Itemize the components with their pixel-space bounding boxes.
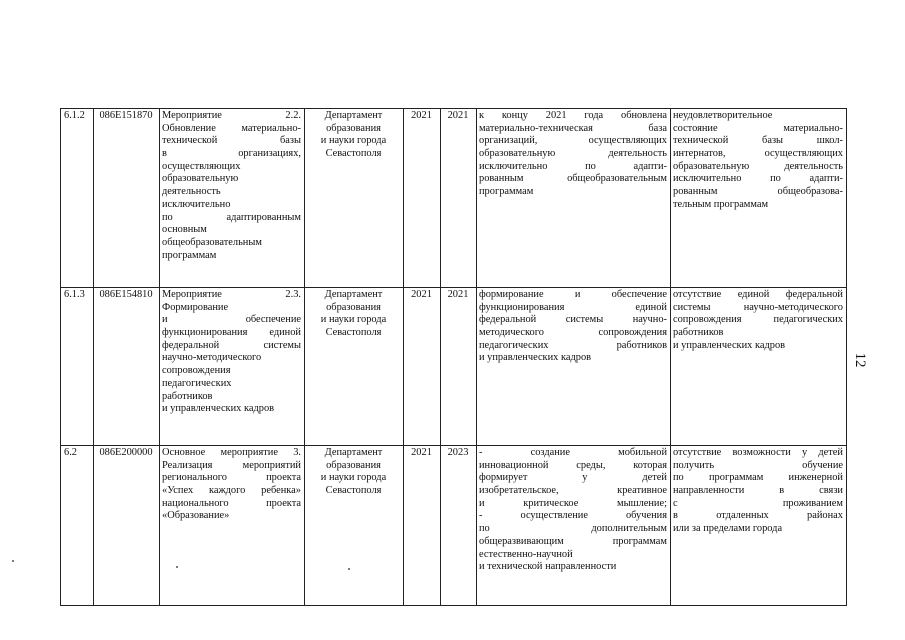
cell-line: Севастополя: [325, 327, 382, 339]
cell-line: Основное мероприятие 3.: [162, 447, 301, 458]
year-start: 2021: [411, 289, 432, 300]
activity-name: [159, 108, 304, 287]
cell-line: в отдаленных районах: [673, 510, 843, 522]
cell-line: программам: [479, 186, 534, 198]
cell-line: регионального проекта: [162, 472, 301, 484]
cell-line: «Образование»: [162, 510, 230, 522]
consequences: [670, 287, 846, 445]
cell-line: Формирование: [162, 301, 229, 313]
cell-line: работников: [162, 390, 213, 402]
activities-table: [60, 108, 846, 606]
table-rule: [60, 605, 846, 606]
table-row: [60, 445, 846, 605]
budget-code: 086Е154810: [99, 289, 153, 300]
cell-line: изобретательское, креативное: [479, 485, 667, 497]
cell-line: Севастополя: [325, 485, 382, 497]
row-number: 6.1.3: [64, 289, 85, 300]
cell-line: организаций, осуществляющих: [479, 135, 667, 147]
cell-line: по дополнительным: [479, 523, 667, 535]
cell-line: интернатов, осуществляющих: [673, 148, 843, 160]
cell-line: и науки города: [320, 472, 387, 484]
cell-line: Мероприятие 2.2.: [162, 110, 301, 121]
cell-line: и управленческих кадров: [162, 403, 275, 415]
cell-line: образования: [326, 459, 381, 471]
cell-line: отсутствие возможности у детей: [673, 447, 843, 458]
cell-line: с проживанием: [673, 497, 843, 509]
cell-line: и науки города: [320, 135, 387, 147]
cell-line: сопровождения: [162, 365, 231, 377]
cell-line: работников: [673, 327, 724, 339]
cell-line: Департамент: [324, 110, 383, 121]
cell-line: состояние материально-: [673, 122, 843, 134]
cell-line: федеральной системы: [162, 339, 301, 351]
cell-line: рованным общеобразовательным: [479, 173, 667, 185]
cell-line: и управленческих кадров: [673, 339, 786, 351]
cell-line: направленности в связи: [673, 485, 843, 497]
cell-line: педагогических работников: [479, 339, 667, 351]
cell-line: системы научно-методического: [673, 301, 843, 313]
cell-line: формирует у детей: [479, 472, 667, 484]
cell-line: методического сопровождения: [479, 327, 667, 339]
cell-line: инновационной среды, которая: [479, 459, 667, 471]
cell-line: функционирования единой: [479, 301, 667, 313]
cell-line: Обновление материально-: [162, 122, 301, 134]
scan-speck: [348, 568, 350, 570]
activity-name: [159, 445, 304, 605]
row-number: 6.2: [64, 447, 77, 458]
cell-line: программам: [162, 249, 217, 261]
responsible-department: [304, 108, 403, 287]
budget-code: 086Е200000: [99, 447, 153, 458]
cell-line: технической базы: [162, 135, 301, 147]
cell-line: национального проекта: [162, 497, 301, 509]
cell-line: педагогических: [162, 377, 232, 389]
table-row: [60, 108, 846, 287]
cell-line: образовательную деятельность: [479, 148, 667, 160]
budget-code: 086Е151870: [99, 110, 153, 121]
cell-line: образования: [326, 122, 381, 134]
cell-line: Реализация мероприятий: [162, 459, 301, 471]
cell-line: сопровождения педагогических: [673, 314, 843, 326]
cell-line: - осуществление обучения: [479, 510, 667, 522]
cell-line: образования: [326, 301, 381, 313]
year-end: 2021: [447, 289, 469, 300]
cell-line: технической базы школ-: [673, 135, 843, 147]
cell-line: - создание мобильной: [479, 447, 667, 458]
expected-result: [476, 108, 670, 287]
activity-name: [159, 287, 304, 445]
cell-line: и обеспечение: [162, 314, 301, 326]
cell-line: «Успех каждого ребенка»: [162, 485, 301, 497]
responsible-department: [304, 287, 403, 445]
cell-line: функционирования единой: [162, 327, 301, 339]
expected-result: [476, 445, 670, 605]
cell-line: в организациях,: [162, 148, 301, 160]
cell-line: основным: [162, 224, 207, 236]
responsible-department: [304, 445, 403, 605]
cell-line: образовательную: [162, 173, 239, 185]
table-rule: [846, 108, 847, 606]
cell-line: общеобразовательным: [162, 236, 262, 248]
cell-line: образовательную деятельность: [673, 160, 843, 172]
cell-line: Севастополя: [325, 148, 382, 160]
cell-line: исключительно по адапти-: [479, 160, 667, 172]
cell-line: научно-методического: [162, 352, 262, 364]
cell-line: отсутствие единой федеральной: [673, 289, 843, 300]
cell-line: получить обучение: [673, 459, 843, 471]
cell-line: формирование и обеспечение: [479, 289, 667, 300]
scan-speck: [12, 560, 14, 562]
year-end: 2023: [447, 447, 469, 458]
cell-line: тельным программам: [673, 198, 769, 210]
row-number: 6.1.2: [64, 110, 85, 121]
cell-line: и критическое мышление;: [479, 497, 667, 509]
cell-line: материально-техническая база: [479, 122, 667, 134]
cell-line: и управленческих кадров: [479, 352, 592, 364]
cell-line: Департамент: [324, 289, 383, 300]
cell-line: Департамент: [324, 447, 383, 458]
cell-line: и науки города: [320, 314, 387, 326]
cell-line: и технической направленности: [479, 561, 617, 573]
cell-line: Мероприятие 2.3.: [162, 289, 301, 300]
cell-line: осуществляющих: [162, 160, 241, 172]
consequences: [670, 108, 846, 287]
table-row: [60, 287, 846, 445]
cell-line: исключительно: [162, 198, 231, 210]
cell-line: общеразвивающим программам: [479, 535, 667, 547]
cell-line: федеральной системы научно-: [479, 314, 667, 326]
year-start: 2021: [411, 110, 432, 121]
cell-line: рованным общеобразова-: [673, 186, 843, 198]
page-number: 12: [852, 352, 868, 368]
consequences: [670, 445, 846, 605]
cell-line: по адаптированным: [162, 211, 301, 223]
cell-line: естественно-научной: [479, 548, 573, 560]
year-start: 2021: [411, 447, 432, 458]
scan-speck: [176, 566, 178, 568]
cell-line: неудовлетворительное: [673, 110, 773, 121]
cell-line: к концу 2021 года обновлена: [479, 110, 667, 121]
cell-line: деятельность: [162, 186, 221, 198]
expected-result: [476, 287, 670, 445]
cell-line: исключительно по адапти-: [673, 173, 843, 185]
year-end: 2021: [447, 110, 469, 121]
cell-line: или за пределами города: [673, 523, 783, 535]
cell-line: по программам инженерной: [673, 472, 843, 484]
